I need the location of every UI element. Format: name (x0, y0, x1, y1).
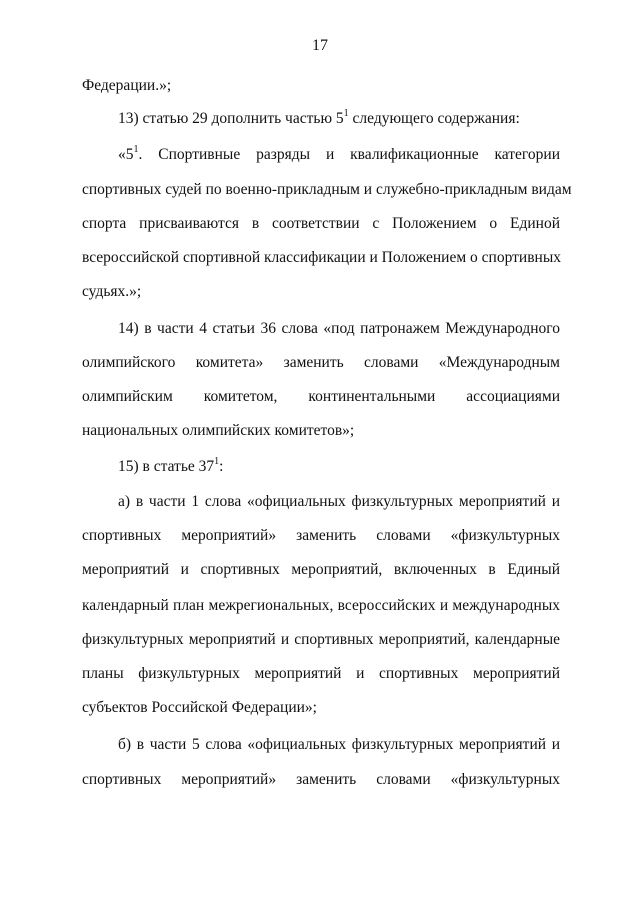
text-line: календарный план межрегиональных, всероссийских и международных (82, 597, 560, 614)
text-line: 14) в части 4 статьи 36 слова «под патронажем Международного (118, 320, 560, 337)
text-line: спортивных мероприятий» заменить словами «физкультурных (82, 527, 560, 544)
page-number: 17 (312, 37, 328, 54)
text-line: планы физкультурных мероприятий и спортивных мероприятий (82, 665, 560, 682)
text-line: спорта присваиваются в соответствии с Положением о Единой (82, 215, 560, 232)
text-line: «$5^1$. Спортивные разряды и квалификационные категории (118, 143, 560, 163)
text-line: мероприятий и спортивных мероприятий, включенных в Единый (82, 561, 560, 578)
text-line: Федерации.»; (82, 77, 172, 94)
text-line: олимпийского комитета» заменить словами «Международным (82, 354, 560, 371)
text-line: 15) в статье $37^1$: (118, 455, 224, 475)
text-line: б) в части 5 слова «официальных физкультурных мероприятий и (118, 736, 560, 753)
text-line: национальных олимпийских комитетов»; (82, 422, 355, 439)
text-line: 13) статью 29 дополнить частью $5^1$ следующего содержания: (118, 107, 520, 127)
superscript: 1 (133, 143, 139, 155)
text-line: всероссийской спортивной классификации и Положением о спортивных (82, 249, 561, 266)
text-line: субъектов Российской Федерации»; (82, 699, 317, 716)
text-line: физкультурных мероприятий и спортивных мероприятий, календарные (82, 631, 560, 648)
text-line: олимпийским комитетом, континентальными ассоциациями (82, 388, 560, 405)
text-line: а) в части 1 слова «официальных физкультурных мероприятий и (118, 493, 560, 510)
superscript: 1 (214, 455, 220, 467)
text-line: спортивных судей по военно-прикладным и служебно-прикладным видам (82, 181, 572, 198)
text-line: судьях.»; (82, 283, 142, 300)
text-line: спортивных мероприятий» заменить словами «физкультурных (82, 771, 560, 788)
superscript: 1 (343, 107, 349, 119)
